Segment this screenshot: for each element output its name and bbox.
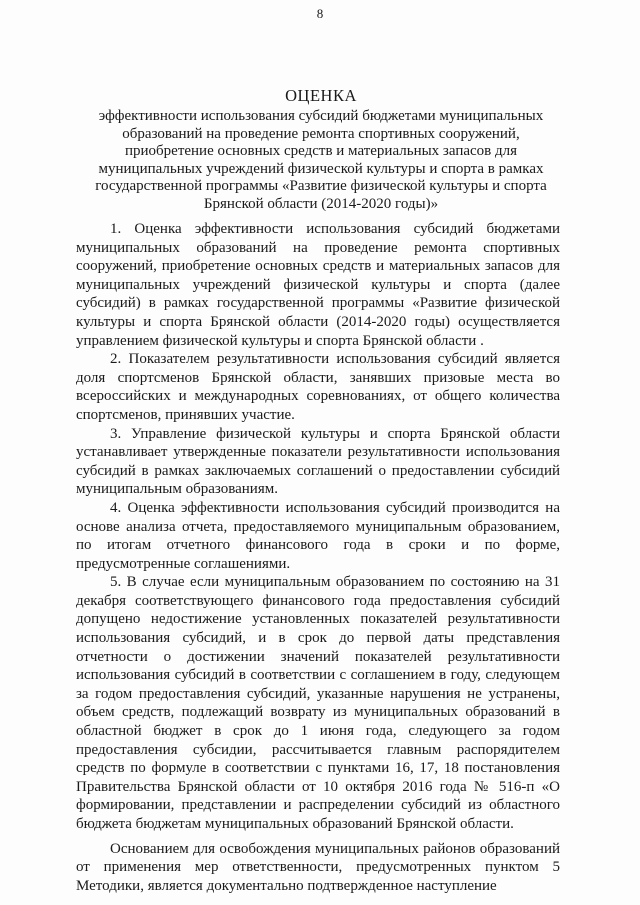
document-title: ОЦЕНКА — [285, 86, 357, 105]
paragraph-final: Основанием для освобождения муниципальных районов образований от применения мер ответственности, предусмотренных пунктом 5 Методики, является документально подтвержденное наступление — [76, 840, 560, 894]
paragraph-1: 1. Оценка эффективности использования субсидий бюджетами муниципальных образований на проведение ремонта спортивных сооружений, приобретение основных средств и материальных запасов для муниципальных учреждений физической культуры и спорта (далее субсидий) в рамках государственной программы «Развитие физической культуры и спорта Брянской области (2014-2020 годы) осуществляется управлением физической культуры и спорта Брянской области . — [76, 221, 560, 349]
title-block — [86, 86, 556, 214]
paragraph-2: 2. Показателем результативности использования субсидий является доля спортсменов Брянской области, занявших призовые места во всероссийских и международных соревнованиях, от общего количества спортсменов, принявших участие. — [76, 351, 560, 423]
paragraph-5: 5. В случае если муниципальным образованием по состоянию на 31 декабря соответствующего финансового года предоставления субсидий допущено недостижение установленных показателей результативности использования субсидий, и в срок до первой даты представления отчетности о достижении значений показателей результативности использования субсидий в соответствии с соглашением в году, следующем за годом предоставления субсидий, указанные нарушения не устранены, объем средств, подлежащий возврату из муниципальных образований в областной бюджет в срок до 1 июня года, следующего за годом предоставления субсидии, рассчитывается главным распорядителем средств по формуле в соответствии с пунктами 16, 17, 18 постановления Правительства Брянской области от 10 октября 2016 года № 516-п «О формировании, представлении и распределении субсидий из областного бюджета бюджетам муниципальных образований Брянской области. — [76, 574, 560, 832]
paragraph-4: 4. Оценка эффективности использования субсидий производится на основе анализа отчета, предоставляемого муниципальным образованием, по итогам отчетного финансового года в сроки и по форме, предусмотренные соглашениями. — [76, 499, 560, 572]
page-number: 8 — [316, 6, 324, 21]
document-body — [76, 220, 560, 895]
paragraph-3: 3. Управление физической культуры и спорта Брянской области устанавливает утвержденные показатели результативности использования субсидий в рамках заключаемых соглашений о предоставлении субсидий муниципальным образованиям. — [76, 425, 560, 498]
document-subtitle: эффективности использования субсидий бюджетами муниципальных образований на проведение ремонта спортивных сооружений, приобретение основных средств и материальных запасов для муниципальных учреждений физической культуры и спорта в рамках государственной программы «Развитие физической культуры и спорта Брянской области (2014-2020 годы)» — [95, 108, 547, 212]
